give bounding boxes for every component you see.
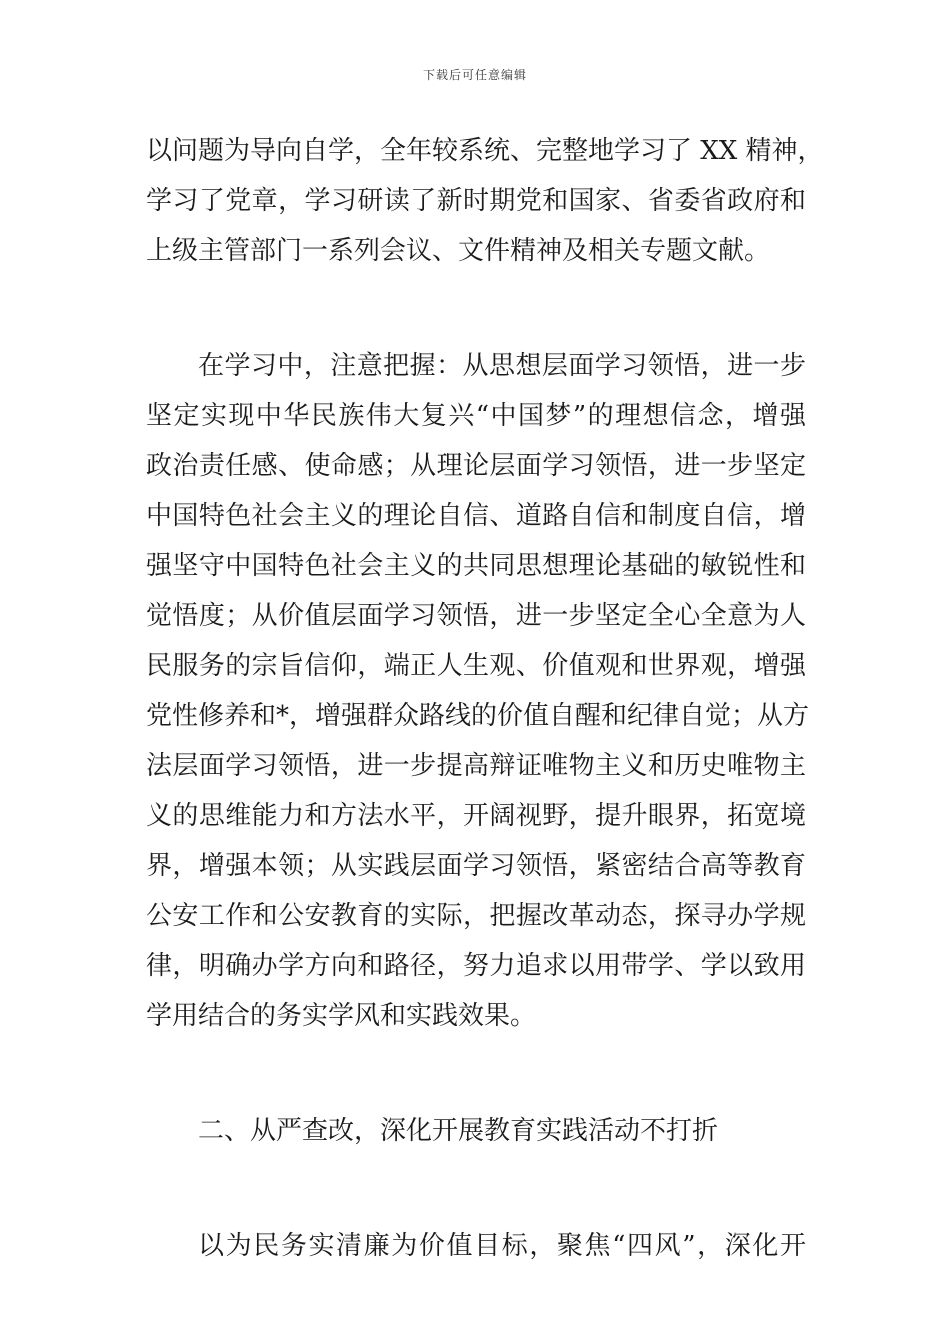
paragraph-spacer bbox=[146, 1041, 806, 1106]
paragraph-1 bbox=[146, 126, 824, 276]
document-body bbox=[146, 126, 824, 1271]
section-heading-text: 二、从严查改，深化开展教育实践活动不打折 bbox=[198, 1116, 719, 1146]
paragraph-line: 以为民务实清廉为价值目标，聚焦“四风”，深化开 bbox=[198, 1231, 806, 1261]
paragraph-line: 坚定实现中华民族伟大复兴“中国梦”的理想信念，增强 bbox=[146, 401, 806, 431]
paragraph-spacer bbox=[146, 1156, 806, 1221]
paragraph-line: 政治责任感、使命感；从理论层面学习领悟，进一步坚定 bbox=[146, 451, 806, 481]
paragraph-line: 界，增强本领；从实践层面学习领悟，紧密结合高等教育 bbox=[146, 851, 806, 881]
paragraph-line: 公安工作和公安教育的实际，把握改革动态，探寻办学规 bbox=[146, 901, 806, 931]
paragraph-line: 学习了党章，学习研读了新时期党和国家、省委省政府和 bbox=[146, 186, 806, 216]
paragraph-line: 律，明确办学方向和路径，努力追求以用带学、学以致用 bbox=[146, 951, 806, 981]
paragraph-line: 以问题为导向自学，全年较系统、完整地学习了 XX 精神， bbox=[146, 136, 824, 166]
paragraph-line: 义的思维能力和方法水平，开阔视野，提升眼界，拓宽境 bbox=[146, 801, 806, 831]
paragraph-line: 在学习中，注意把握：从思想层面学习领悟，进一步 bbox=[198, 351, 806, 381]
paragraph-line: 法层面学习领悟，进一步提高辩证唯物主义和历史唯物主 bbox=[146, 751, 806, 781]
paragraph-line: 学用结合的务实学风和实践效果。 bbox=[146, 1001, 537, 1031]
paragraph-2 bbox=[146, 341, 810, 1041]
paragraph-line: 民服务的宗旨信仰，端正人生观、价值观和世界观，增强 bbox=[146, 651, 806, 681]
paragraph-line: 党性修养和*，增强群众路线的价值自醒和纪律自觉；从方 bbox=[146, 701, 810, 731]
paragraph-line: 上级主管部门一系列会议、文件精神及相关专题文献。 bbox=[146, 236, 771, 266]
section-heading bbox=[146, 1106, 806, 1156]
header-note: 下载后可任意编辑 bbox=[422, 68, 527, 82]
paragraph-3 bbox=[146, 1221, 806, 1271]
paragraph-spacer bbox=[146, 276, 806, 341]
paragraph-line: 中国特色社会主义的理论自信、道路自信和制度自信，增 bbox=[146, 501, 806, 531]
paragraph-line: 觉悟度；从价值层面学习领悟，进一步坚定全心全意为人 bbox=[146, 601, 806, 631]
paragraph-line: 强坚守中国特色社会主义的共同思想理论基础的敏锐性和 bbox=[146, 551, 806, 581]
